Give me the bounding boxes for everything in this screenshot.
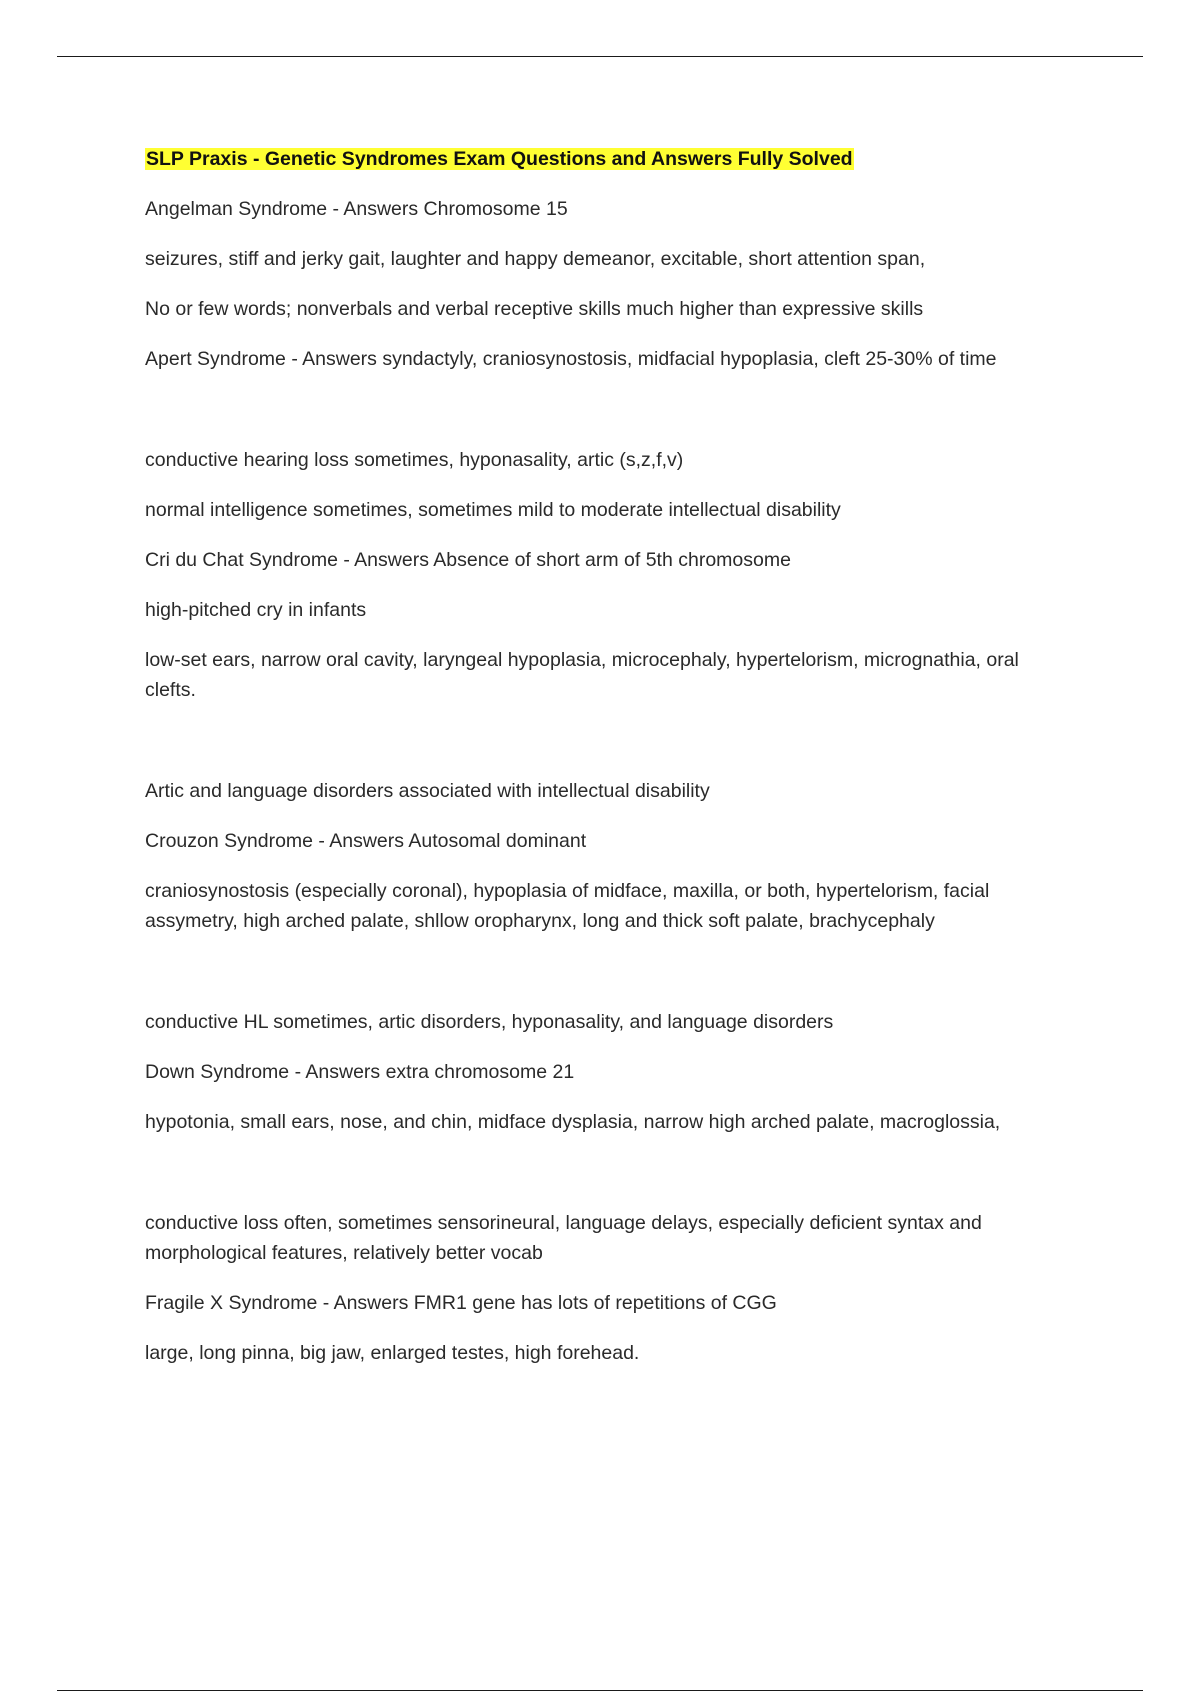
text-line-5: conductive hearing loss sometimes, hyponasality, artic (s,z,f,v) — [145, 449, 684, 471]
text-line-18: large, long pinna, big jaw, enlarged testes, high forehead. — [145, 1342, 640, 1364]
document-title: SLP Praxis - Genetic Syndromes Exam Questions and Answers Fully Solved — [146, 148, 853, 170]
text-line-15: hypotonia, small ears, nose, and chin, midface dysplasia, narrow high arched palate, macroglossia, — [145, 1111, 1001, 1133]
text-line-4: Apert Syndrome - Answers syndactyly, craniosynostosis, midfacial hypoplasia, cleft 25-30% of time — [145, 348, 997, 370]
header-rule — [57, 56, 1143, 57]
text-line-8: high-pitched cry in infants — [145, 599, 367, 621]
document-title-line — [145, 144, 1075, 174]
text-line-2: seizures, stiff and jerky gait, laughter and happy demeanor, excitable, short attention span, — [145, 248, 926, 270]
text-line-12: craniosynostosis (especially coronal), hypoplasia of midface, maxilla, or both, hypertelorism, facial assymetry, high arched palate, shllow oropharynx, long and thick soft palate, brachycephaly — [145, 880, 990, 932]
text-line-9: low-set ears, narrow oral cavity, laryngeal hypoplasia, microcephaly, hypertelorism, micrognathia, oral clefts. — [145, 649, 1019, 701]
text-line-14: Down Syndrome - Answers extra chromosome 21 — [145, 1061, 575, 1083]
document-body — [145, 144, 1075, 1388]
text-line-11: Crouzon Syndrome - Answers Autosomal dominant — [145, 830, 587, 852]
text-line-7: Cri du Chat Syndrome - Answers Absence of short arm of 5th chromosome — [145, 549, 791, 571]
text-line-16: conductive loss often, sometimes sensorineural, language delays, especially deficient syntax and morphological features, relatively better vocab — [145, 1212, 982, 1264]
text-line-13: conductive HL sometimes, artic disorders, hyponasality, and language disorders — [145, 1011, 834, 1033]
text-line-1: Angelman Syndrome - Answers Chromosome 15 — [145, 198, 568, 220]
text-line-3: No or few words; nonverbals and verbal receptive skills much higher than expressive skills — [145, 298, 924, 320]
text-line-10: Artic and language disorders associated with intellectual disability — [145, 780, 710, 802]
text-line-6: normal intelligence sometimes, sometimes mild to moderate intellectual disability — [145, 499, 841, 521]
footer-rule — [57, 1690, 1143, 1691]
text-line-17: Fragile X Syndrome - Answers FMR1 gene has lots of repetitions of CGG — [145, 1292, 777, 1314]
